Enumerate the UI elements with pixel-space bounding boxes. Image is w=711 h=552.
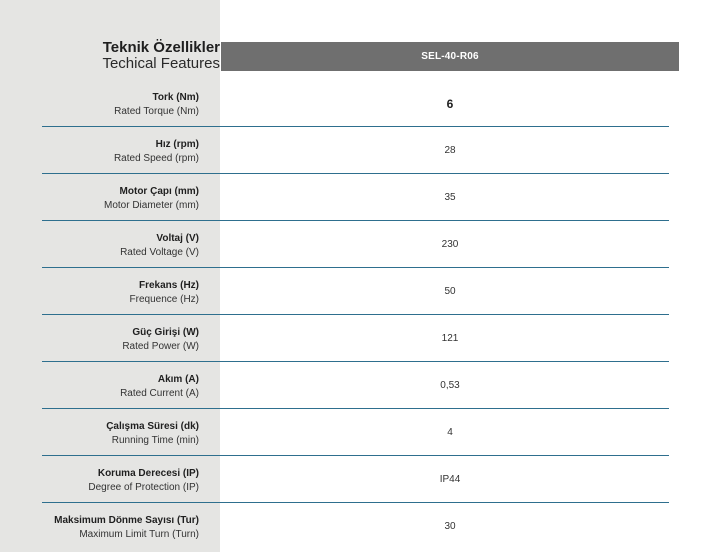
spec-row-speed bbox=[0, 127, 711, 174]
row-label bbox=[9, 279, 199, 307]
title-english: Techical Features bbox=[102, 55, 220, 72]
row-label-tr: Koruma Derecesi (IP) bbox=[97, 468, 199, 479]
row-label bbox=[9, 185, 199, 213]
row-label-en: Rated Power (W) bbox=[122, 341, 199, 352]
row-label-en: Motor Diameter (mm) bbox=[103, 200, 199, 211]
spec-row-frequency bbox=[0, 268, 711, 315]
row-label-en: Frequence (Hz) bbox=[129, 294, 199, 305]
spec-row-power bbox=[0, 315, 711, 362]
spec-table-heading bbox=[20, 40, 220, 72]
row-value: 28 bbox=[444, 145, 456, 156]
row-label-tr: Tork (Nm) bbox=[152, 92, 199, 103]
spec-row-running-time bbox=[0, 409, 711, 456]
row-label-tr: Çalışma Süresi (dk) bbox=[106, 421, 199, 432]
row-label-tr: Frekans (Hz) bbox=[138, 280, 199, 291]
row-label bbox=[9, 420, 199, 448]
row-label-en: Maximum Limit Turn (Turn) bbox=[79, 529, 199, 540]
row-value: 6 bbox=[446, 96, 454, 111]
row-value: 35 bbox=[444, 192, 456, 203]
row-label-tr: Akım (A) bbox=[157, 374, 199, 385]
row-label bbox=[9, 232, 199, 260]
row-value: 30 bbox=[444, 521, 456, 532]
row-label bbox=[9, 467, 199, 495]
row-label-tr: Güç Girişi (W) bbox=[132, 327, 199, 338]
spec-row-voltage bbox=[0, 221, 711, 268]
spec-row-protection bbox=[0, 456, 711, 503]
row-label bbox=[9, 514, 199, 542]
row-label-en: Running Time (min) bbox=[111, 435, 199, 446]
row-label-tr: Maksimum Dönme Sayısı (Tur) bbox=[54, 515, 199, 526]
spec-row-current bbox=[0, 362, 711, 409]
row-label bbox=[9, 138, 199, 166]
row-value: 0,53 bbox=[440, 380, 460, 391]
row-label-en: Degree of Protection (IP) bbox=[88, 482, 199, 493]
row-label-en: Rated Speed (rpm) bbox=[113, 153, 199, 164]
row-value: IP44 bbox=[439, 474, 461, 485]
spec-row-diameter bbox=[0, 174, 711, 221]
model-header-bar bbox=[221, 42, 679, 71]
row-label-en: Rated Current (A) bbox=[120, 388, 199, 399]
model-name: SEL-40-R06 bbox=[421, 51, 479, 62]
row-label-tr: Hız (rpm) bbox=[155, 139, 199, 150]
row-label-tr: Motor Çapı (mm) bbox=[119, 186, 199, 197]
spec-row-torque bbox=[0, 80, 711, 127]
row-value: 4 bbox=[447, 427, 453, 438]
row-value: 50 bbox=[444, 286, 456, 297]
spec-row-limit-turn bbox=[0, 503, 711, 550]
row-label bbox=[9, 373, 199, 401]
row-label-en: Rated Voltage (V) bbox=[120, 247, 199, 258]
row-label bbox=[9, 91, 199, 119]
row-label-tr: Voltaj (V) bbox=[156, 233, 199, 244]
title-turkish: Teknik Özellikler bbox=[102, 39, 220, 56]
row-value: 230 bbox=[441, 239, 459, 250]
row-label-en: Rated Torque (Nm) bbox=[114, 106, 199, 117]
row-value: 121 bbox=[441, 333, 459, 344]
row-label bbox=[9, 326, 199, 354]
